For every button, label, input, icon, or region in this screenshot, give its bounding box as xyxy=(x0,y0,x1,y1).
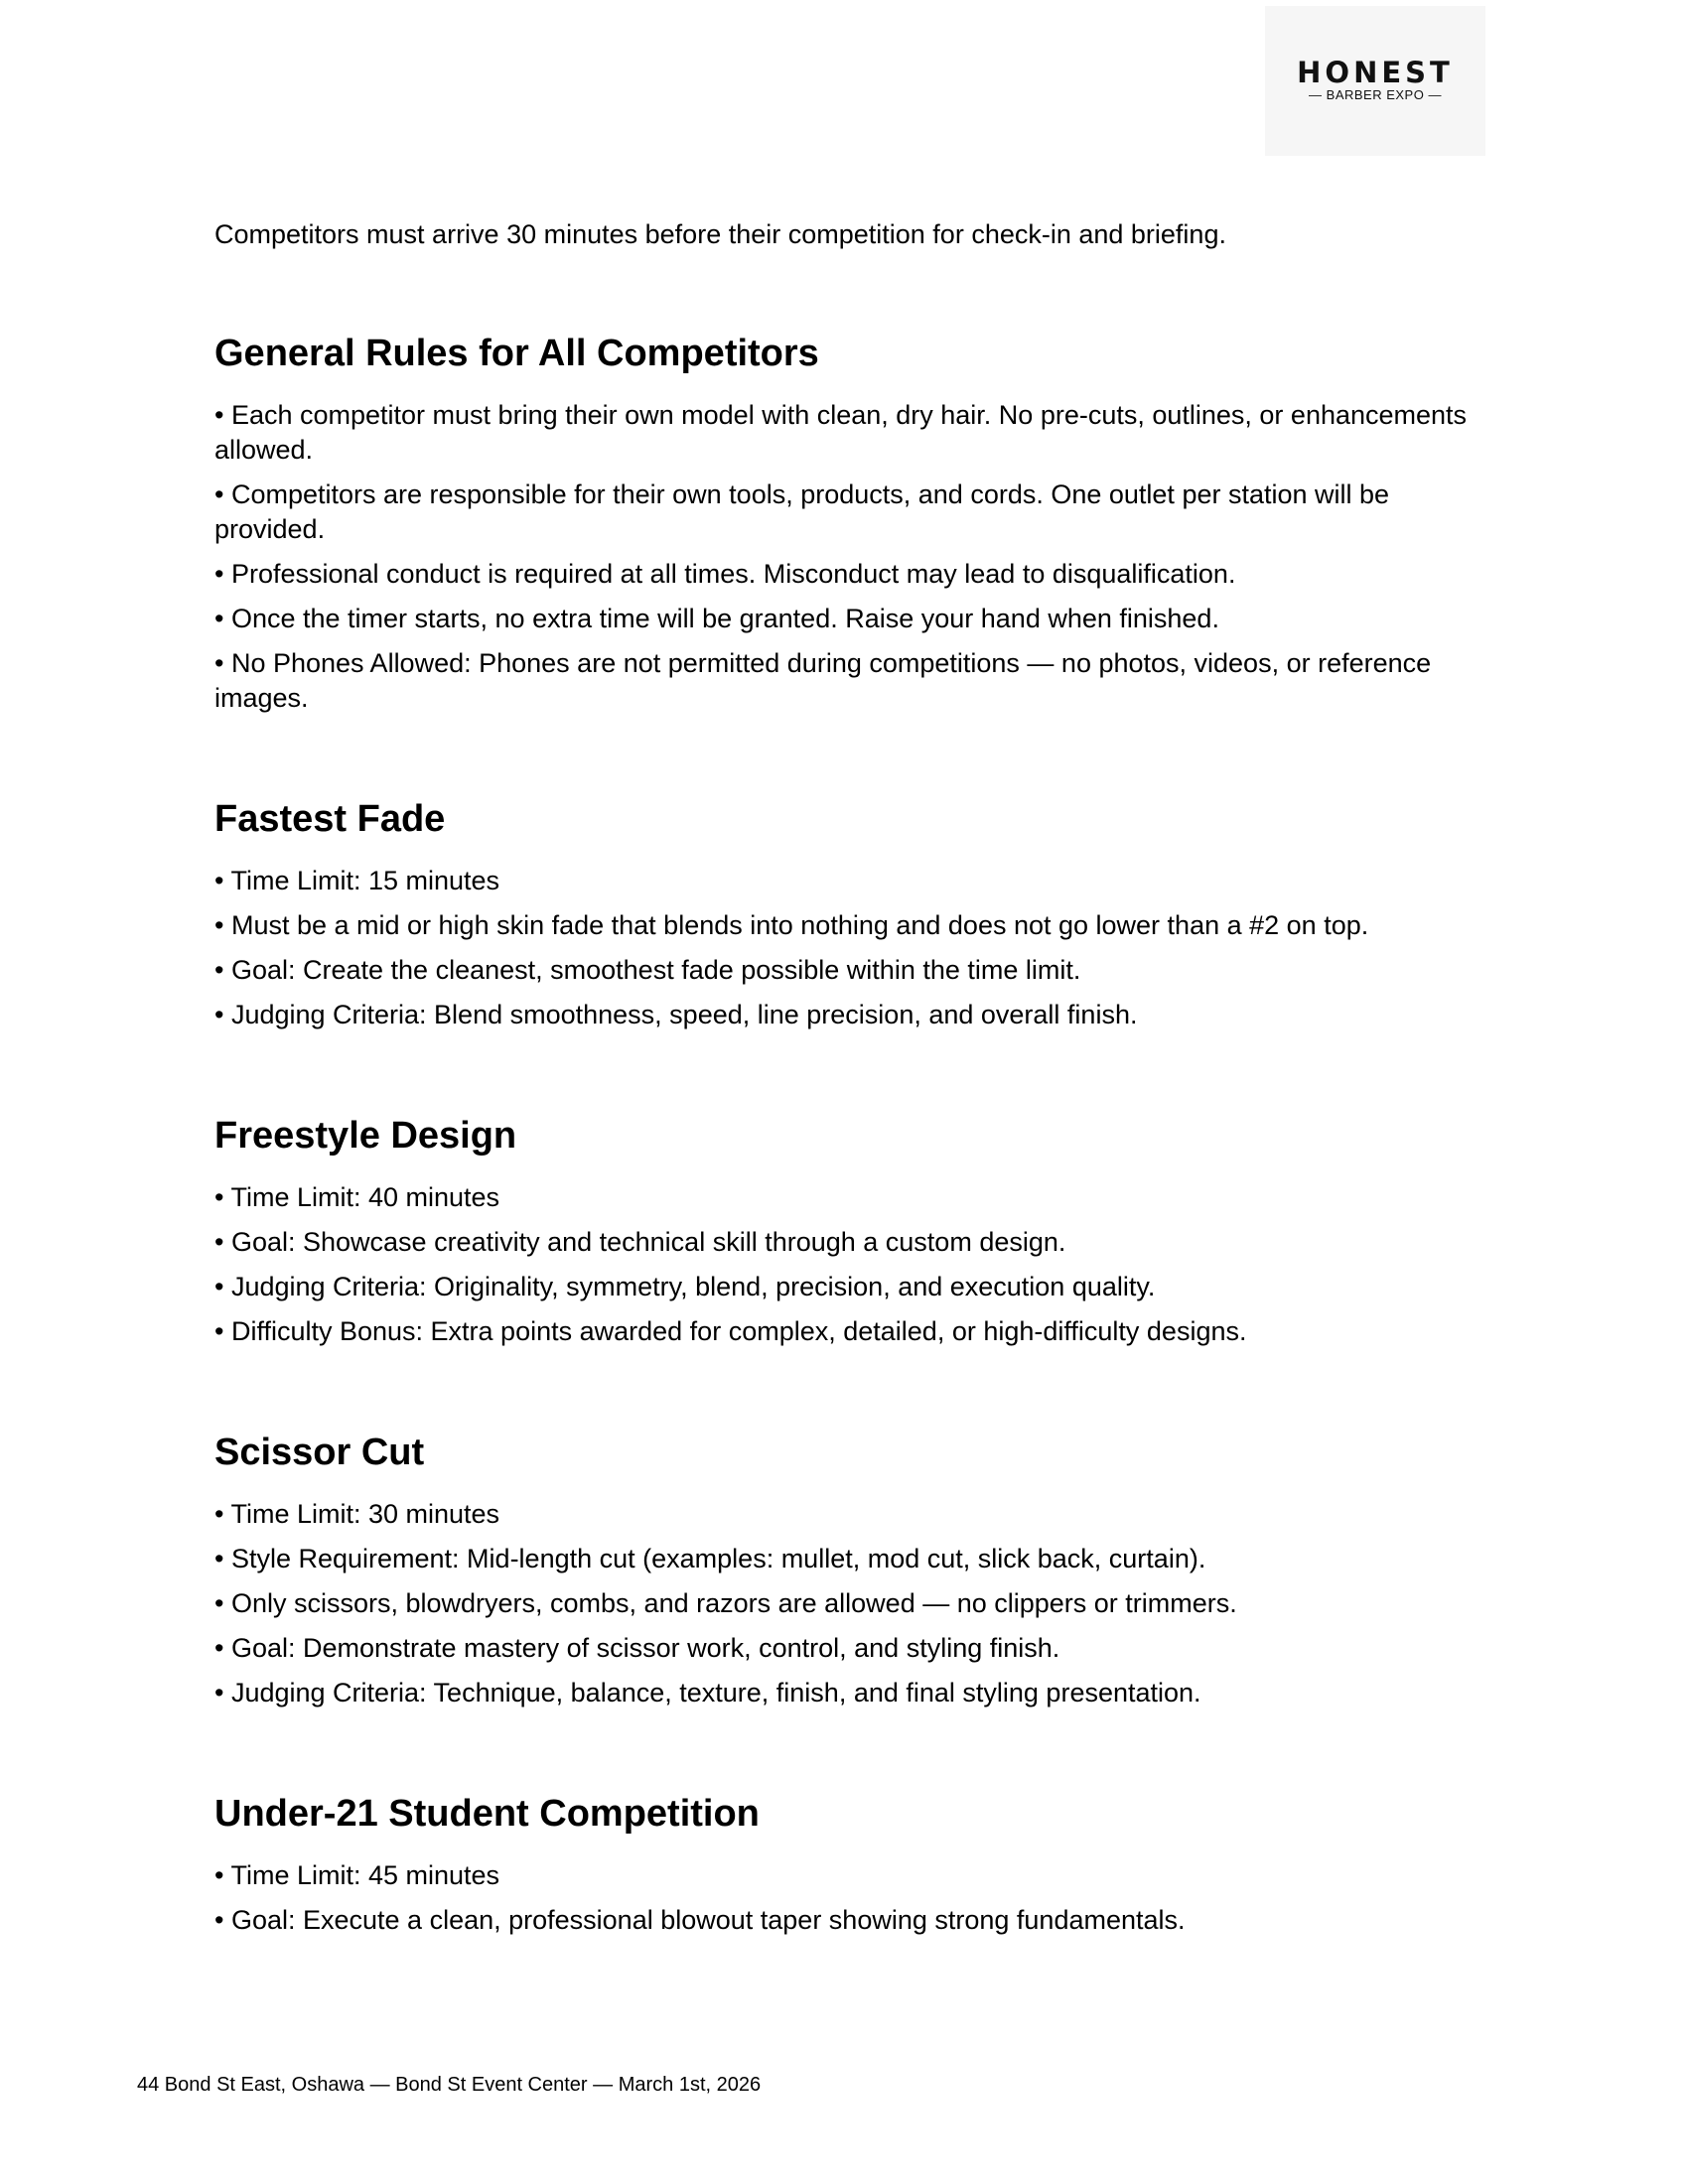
list-item: • Each competitor must bring their own model with clean, dry hair. No pre-cuts, outlines, or enhancements allowed. xyxy=(214,400,1468,465)
section-heading: Fastest Fade xyxy=(214,798,446,840)
list-item: • No Phones Allowed: Phones are not permitted during competitions — no photos, videos, or reference images. xyxy=(214,648,1432,713)
list-item: • Judging Criteria: Blend smoothness, speed, line precision, and overall finish. xyxy=(214,1000,1138,1029)
list-item: • Time Limit: 30 minutes xyxy=(214,1499,500,1529)
list-item: • Difficulty Bonus: Extra points awarded for complex, detailed, or high-difficulty designs. xyxy=(214,1316,1247,1346)
list-item: • Time Limit: 45 minutes xyxy=(214,1860,500,1890)
list-item: • Goal: Demonstrate mastery of scissor work, control, and styling finish. xyxy=(214,1633,1060,1663)
list-item: • Goal: Create the cleanest, smoothest fade possible within the time limit. xyxy=(214,955,1081,985)
list-item: • Goal: Showcase creativity and technical skill through a custom design. xyxy=(214,1227,1066,1257)
section-heading: Under-21 Student Competition xyxy=(214,1793,760,1835)
section-under-21-student xyxy=(214,1792,1476,1938)
list-item: • Time Limit: 15 minutes xyxy=(214,866,500,895)
bullet-list xyxy=(214,1180,1476,1349)
logo-wordmark: HONEST xyxy=(1297,55,1454,89)
section-scissor-cut xyxy=(214,1431,1476,1710)
section-heading: Scissor Cut xyxy=(214,1432,425,1473)
bullet-list xyxy=(214,1497,1476,1710)
list-item: • Only scissors, blowdryers, combs, and razors are allowed — no clippers or trimmers. xyxy=(214,1588,1237,1618)
logo-subtitle: — BARBER EXPO — xyxy=(1309,86,1442,102)
section-general-rules xyxy=(214,332,1476,716)
logo xyxy=(1265,6,1485,156)
bullet-list xyxy=(214,398,1476,716)
list-item: • Goal: Execute a clean, professional blowout taper showing strong fundamentals. xyxy=(214,1905,1186,1935)
document-body xyxy=(214,216,1476,1938)
list-item: • Judging Criteria: Technique, balance, texture, finish, and final styling presentation. xyxy=(214,1678,1201,1707)
list-item: • Judging Criteria: Originality, symmetry, blend, precision, and execution quality. xyxy=(214,1272,1156,1301)
section-heading: General Rules for All Competitors xyxy=(214,333,819,374)
section-heading: Freestyle Design xyxy=(214,1115,517,1157)
list-item: • Must be a mid or high skin fade that blends into nothing and does not go lower than a #2 on top. xyxy=(214,910,1369,940)
list-item: • Once the timer starts, no extra time will be granted. Raise your hand when finished. xyxy=(214,604,1219,633)
bullet-list xyxy=(214,864,1476,1032)
list-item: • Time Limit: 40 minutes xyxy=(214,1182,500,1212)
section-fastest-fade xyxy=(214,797,1476,1032)
list-item: • Competitors are responsible for their own tools, products, and cords. One outlet per station will be provided. xyxy=(214,479,1390,544)
list-item: • Style Requirement: Mid-length cut (examples: mullet, mod cut, slick back, curtain). xyxy=(214,1544,1206,1573)
bullet-list xyxy=(214,1858,1476,1938)
list-item: • Professional conduct is required at all times. Misconduct may lead to disqualification. xyxy=(214,559,1236,589)
page-footer: 44 Bond St East, Oshawa — Bond St Event Center — March 1st, 2026 xyxy=(137,2074,762,2096)
section-freestyle-design xyxy=(214,1114,1476,1349)
intro-text: Competitors must arrive 30 minutes before their competition for check-in and briefing. xyxy=(214,219,1226,249)
